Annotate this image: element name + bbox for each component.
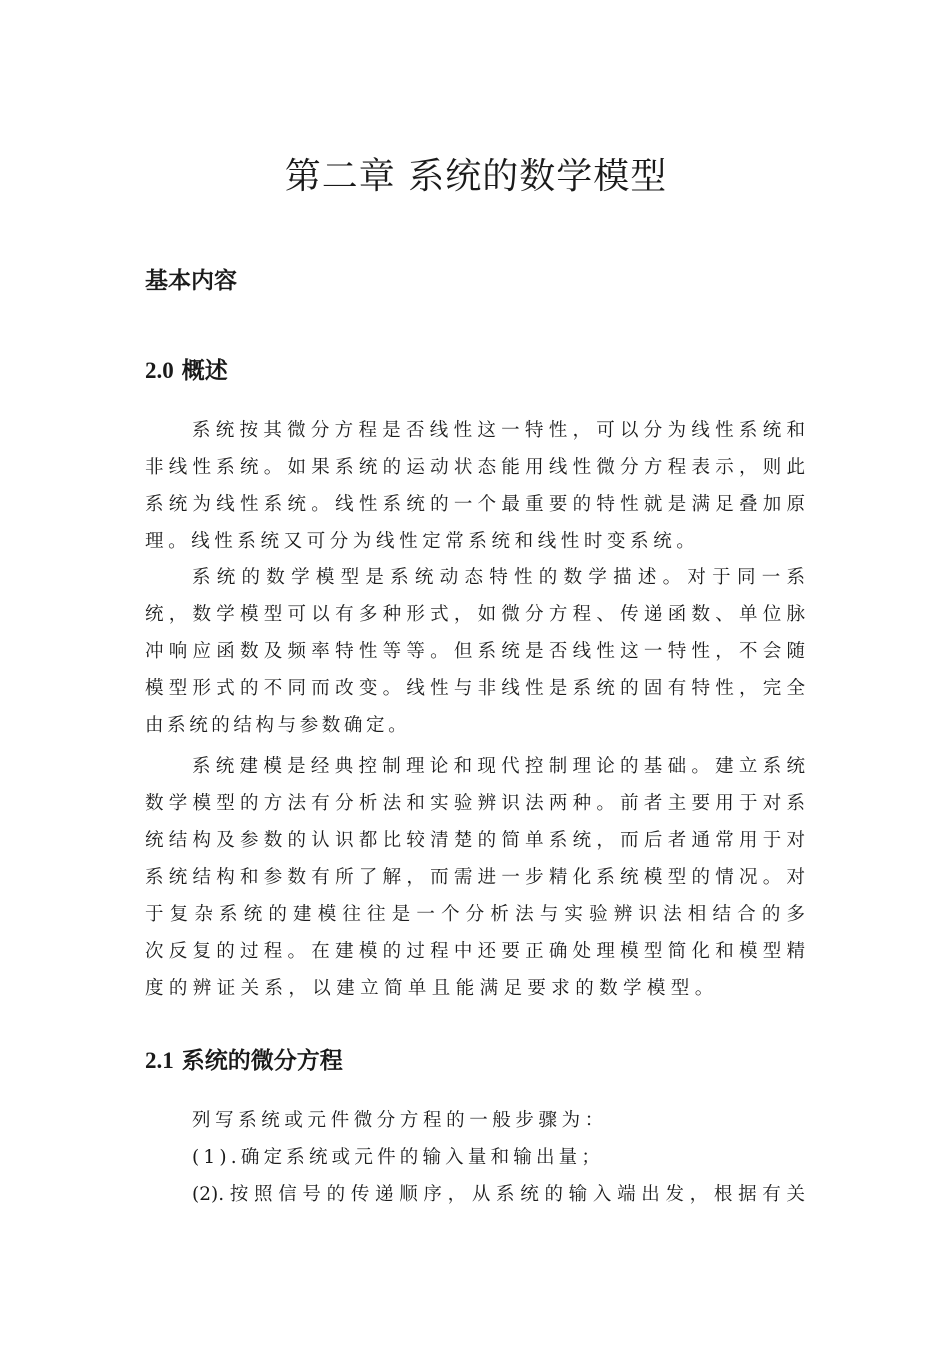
paragraph-overview-2 — [145, 559, 805, 744]
text-line: 列写系统或元件微分方程的一般步骤为： — [192, 1110, 608, 1131]
text-line: 系统的数学模型是系统动态特性的数学描述。对于同一系 — [192, 567, 805, 588]
text-line: 由系统的结构与参数确定。 — [145, 715, 411, 736]
text-line: 系统结构和参数有所了解，而需进一步精化系统模型的情况。对 — [145, 867, 805, 888]
list-item: (1).确定系统或元件的输入量和输出量； — [192, 1147, 605, 1168]
section-heading-2-0 — [145, 352, 228, 385]
text-line: 系统按其微分方程是否线性这一特性，可以分为线性系统和 — [192, 420, 805, 441]
section-title: 系统的微分方程 — [181, 1048, 343, 1074]
section-number: 2.0 — [145, 358, 174, 383]
text-line: 统，数学模型可以有多种形式，如微分方程、传递函数、单位脉 — [145, 604, 805, 625]
section-heading-basic-content: 基本内容 — [145, 268, 237, 294]
text-line: 系统建模是经典控制理论和现代控制理论的基础。建立系统 — [192, 756, 805, 777]
section-heading-2-1 — [145, 1042, 343, 1075]
text-line: 度的辨证关系，以建立简单且能满足要求的数学模型。 — [145, 978, 719, 999]
text-line: 系统为线性系统。线性系统的一个最重要的特性就是满足叠加原 — [145, 494, 805, 515]
text-line: 统结构及参数的认识都比较清楚的简单系统，而后者通常用于对 — [145, 830, 805, 851]
chapter-title: 第二章 系统的数学模型 — [284, 156, 668, 197]
text-line: 次反复的过程。在建模的过程中还要正确处理模型简化和模型精 — [145, 941, 805, 962]
paragraph-steps — [145, 1102, 805, 1213]
paragraph-overview-3 — [145, 748, 805, 1007]
text-line: 模型形式的不同而改变。线性与非线性是系统的固有特性，完全 — [145, 678, 805, 699]
text-line: 非线性系统。如果系统的运动状态能用线性微分方程表示，则此 — [145, 457, 805, 478]
paragraph-overview-1 — [145, 412, 805, 560]
text-line: 数学模型的方法有分析法和实验辨识法两种。前者主要用于对系 — [145, 793, 805, 814]
list-item: (2).按照信号的传递顺序，从系统的输入端出发，根据有关 — [192, 1184, 805, 1205]
section-number: 2.1 — [145, 1048, 174, 1073]
text-line: 理。线性系统又可分为线性定常系统和线性时变系统。 — [145, 531, 700, 552]
section-title: 概述 — [181, 358, 228, 384]
text-line: 于复杂系统的建模往往是一个分析法与实验辨识法相结合的多 — [145, 904, 805, 925]
text-line: 冲响应函数及频率特性等等。但系统是否线性这一特性，不会随 — [145, 641, 805, 662]
